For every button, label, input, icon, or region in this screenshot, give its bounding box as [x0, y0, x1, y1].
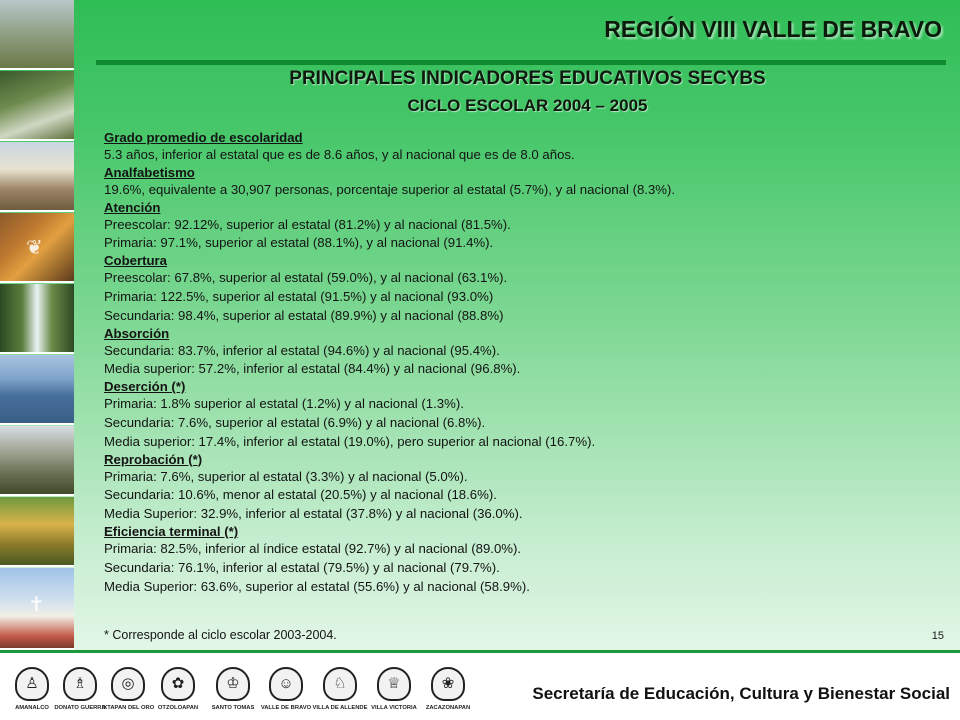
indicator-line: 19.6%, equivalente a 30,907 personas, porcentaje superior al estatal (5.7%), y al nacional (8.3%).	[104, 181, 676, 197]
indicator-line: Media Superior: 63.6%, superior al estatal (55.6%) y al nacional (58.9%).	[104, 578, 530, 594]
waterfall-photo	[0, 284, 74, 354]
forest-photo	[0, 0, 74, 70]
indicator-line: Preescolar: 92.12%, superior al estatal (81.2%) y al nacional (81.5%).	[104, 216, 511, 232]
footer-band	[0, 650, 960, 720]
indicator-line: Secundaria: 10.6%, menor al estatal (20.5%) y al nacional (18.6%).	[104, 487, 497, 503]
monarch-butterfly-photo	[0, 213, 74, 283]
municipality-name: VALLE DE BRAVO	[260, 705, 312, 711]
indicator-section	[104, 165, 934, 200]
donato-guerra-glyph-icon: ♗	[63, 667, 97, 701]
indicator-line: Secundaria: 76.1%, inferior al estatal (79.5%) y al nacional (79.7%).	[104, 559, 500, 575]
ixtapan-del-oro-glyph-icon: ◎	[111, 667, 145, 701]
lake-photo	[0, 355, 74, 425]
municipality-emblem	[420, 667, 476, 711]
countryside-photo	[0, 497, 74, 567]
indicator-line: Primaria: 122.5%, superior al estatal (91.5%) y al nacional (93.0%)	[104, 288, 494, 304]
butterfly-icon: ❦	[26, 237, 43, 259]
municipality-name: SANTO TOMAS	[211, 705, 255, 711]
section-heading: Eficiencia terminal (*)	[104, 523, 239, 539]
municipality-name: ZACAZONAPAN	[425, 705, 471, 711]
indicator-line: Media superior: 57.2%, inferior al estatal (84.4%) y al nacional (96.8%).	[104, 361, 521, 377]
indicator-line: 5.3 años, inferior al estatal que es de 8.6 años, y al nacional que es de 8.0 años.	[104, 147, 575, 162]
villa-victoria-glyph-icon: ♕	[377, 667, 411, 701]
indicator-line: Primaria: 82.5%, inferior al índice estatal (92.7%) y al nacional (89.0%).	[104, 540, 522, 556]
santo-tomas-glyph-icon: ♔	[216, 667, 250, 701]
indicator-section	[104, 130, 934, 165]
header-divider	[96, 60, 946, 65]
municipality-emblem	[100, 667, 156, 711]
section-heading: Grado promedio de escolaridad	[104, 130, 303, 145]
section-heading: Absorción	[104, 325, 170, 341]
municipality-name: DONATO GUERRA	[54, 705, 106, 711]
page-number: 15	[931, 630, 944, 642]
indicator-section	[104, 326, 934, 380]
municipality-name: OTZOLOAPAN	[157, 705, 199, 711]
municipality-emblem	[366, 667, 422, 711]
footnote: * Corresponde al ciclo escolar 2003-2004.	[104, 628, 337, 642]
page-title: PRINCIPALES INDICADORES EDUCATIVOS SECYBS	[289, 68, 766, 89]
villa-de-allende-glyph-icon: ♘	[323, 667, 357, 701]
municipality-name: IXTAPAN DEL ORO	[101, 705, 155, 711]
indicator-line: Primaria: 97.1%, superior al estatal (88.1%), y al nacional (91.4%).	[104, 235, 494, 251]
valle-de-bravo-glyph-icon: ☺	[269, 667, 303, 701]
indicator-line: Secundaria: 83.7%, inferior al estatal (94.6%) y al nacional (95.4%).	[104, 342, 500, 358]
village-street-photo	[0, 142, 74, 212]
municipality-name: AMANALCO	[15, 705, 49, 711]
indicators-list	[104, 130, 934, 596]
section-heading: Atención	[104, 199, 161, 215]
municipality-name: VILLA DE ALLENDE	[312, 705, 368, 711]
zacazonapan-glyph-icon: ❀	[431, 667, 465, 701]
otzoloapan-glyph-icon: ✿	[161, 667, 195, 701]
section-heading: Analfabetismo	[104, 164, 195, 180]
indicator-line: Media superior: 17.4%, inferior al estatal (19.0%), pero superior al nacional (16.7%).	[104, 433, 596, 449]
region-title: REGIÓN VIII VALLE DE BRAVO	[604, 16, 942, 42]
indicator-line: Primaria: 7.6%, superior al estatal (3.3%) y al nacional (5.0%).	[104, 468, 468, 484]
section-heading: Cobertura	[104, 253, 168, 269]
section-heading: Reprobación (*)	[104, 451, 203, 467]
indicator-section	[104, 452, 934, 524]
section-heading: Deserción (*)	[104, 379, 186, 395]
indicator-section	[104, 200, 934, 254]
indicator-line: Secundaria: 7.6%, superior al estatal (6.9%) y al nacional (6.8%).	[104, 414, 486, 430]
church-photo	[0, 568, 74, 650]
mountain-village-photo	[0, 426, 74, 496]
ministry-name: Secretaría de Educación, Cultura y Bienestar Social	[532, 684, 950, 703]
amanalco-glyph-icon: ♙	[15, 667, 49, 701]
municipality-emblem	[312, 667, 368, 711]
municipality-emblem	[205, 667, 261, 711]
indicator-section	[104, 379, 934, 451]
indicator-line: Primaria: 1.8% superior al estatal (1.2%) y al nacional (1.3%).	[104, 396, 464, 412]
municipality-emblem	[150, 667, 206, 711]
church-cross-icon: ✝	[28, 594, 45, 616]
indicator-line: Preescolar: 67.8%, superior al estatal (59.0%), y al nacional (63.1%).	[104, 270, 508, 286]
indicator-line: Media Superior: 32.9%, inferior al estatal (37.8%) y al nacional (36.0%).	[104, 506, 523, 522]
municipality-name: VILLA VICTORIA	[371, 705, 417, 711]
municipality-emblem	[258, 667, 314, 711]
indicator-section	[104, 524, 934, 596]
indicator-line: Secundaria: 98.4%, superior al estatal (89.9%) y al nacional (88.8%)	[104, 307, 504, 323]
page-subtitle: CICLO ESCOLAR 2004 – 2005	[407, 96, 648, 115]
indicator-section	[104, 253, 934, 325]
